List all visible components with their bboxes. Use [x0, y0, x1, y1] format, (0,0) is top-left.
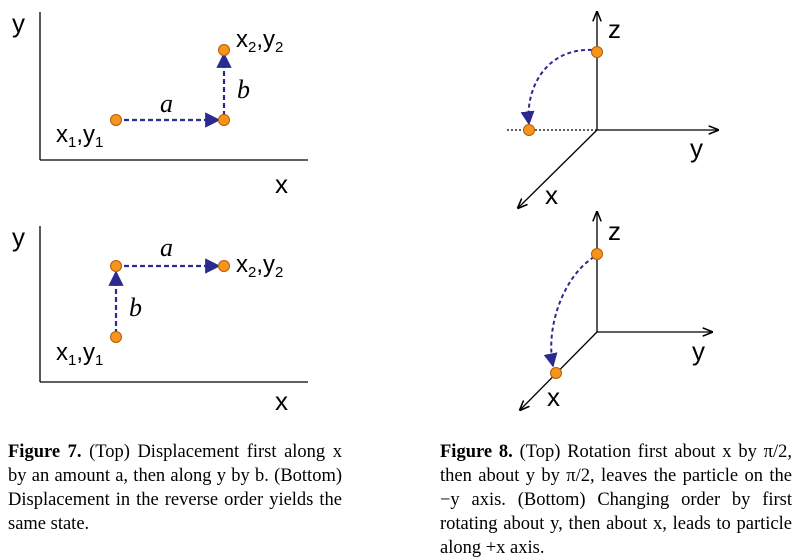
y-axis-label: y	[12, 222, 25, 252]
final-particle	[551, 368, 562, 379]
mid-point	[219, 115, 230, 126]
y-axis-label: y	[692, 336, 705, 366]
end-point	[219, 261, 230, 272]
z-axis-label: z	[608, 14, 621, 44]
start-point	[111, 115, 122, 126]
label-b: b	[237, 75, 250, 104]
final-particle	[524, 125, 535, 136]
figure7-caption-label: Figure 7.	[8, 442, 82, 462]
end-point-label: $x_2,y_2$	[236, 26, 284, 56]
x-axis-label: x	[275, 169, 288, 199]
start-point-label: $x_1,y_1$	[56, 121, 104, 151]
figure8-caption-text: (Top) Rotation first about x by π/2, then about y by π/2, leaves the particle on the −y axis. (Bottom) Changing order by first rotating about y, then about x, leads to particle along +x axis.	[440, 442, 792, 558]
figure7-bottom-diagram	[12, 222, 308, 416]
x-axis-label: x	[545, 180, 558, 210]
figure8-caption	[440, 440, 792, 560]
initial-particle	[592, 47, 603, 58]
figure7-caption-text: (Top) Displacement first along x by an amount a, then along y by b. (Bottom) Displacement in the reverse order yields the same state.	[8, 442, 342, 534]
x-axis-label: x	[275, 386, 288, 416]
figure8-top-diagram	[505, 12, 718, 210]
end-point-label: $x_2,y_2$	[236, 251, 284, 281]
y-axis-label: y	[690, 133, 703, 163]
y-axis-label: y	[12, 8, 25, 38]
start-point-label: $x_1,y_1$	[56, 339, 104, 369]
label-b: b	[129, 293, 142, 322]
label-a: a	[160, 233, 173, 262]
rotation-arc-arrow	[551, 257, 594, 366]
figure7-caption	[8, 440, 342, 536]
x-axis-label: x	[547, 382, 560, 412]
rotation-arc-arrow	[529, 50, 592, 124]
z-axis-label: z	[608, 216, 621, 246]
initial-particle	[592, 249, 603, 260]
figure7-top-diagram	[12, 8, 308, 199]
mid-point	[111, 261, 122, 272]
start-point	[111, 332, 122, 343]
end-point	[219, 45, 230, 56]
figure8-caption-label: Figure 8.	[440, 442, 513, 462]
label-a: a	[160, 89, 173, 118]
figure8-bottom-diagram	[520, 212, 712, 412]
